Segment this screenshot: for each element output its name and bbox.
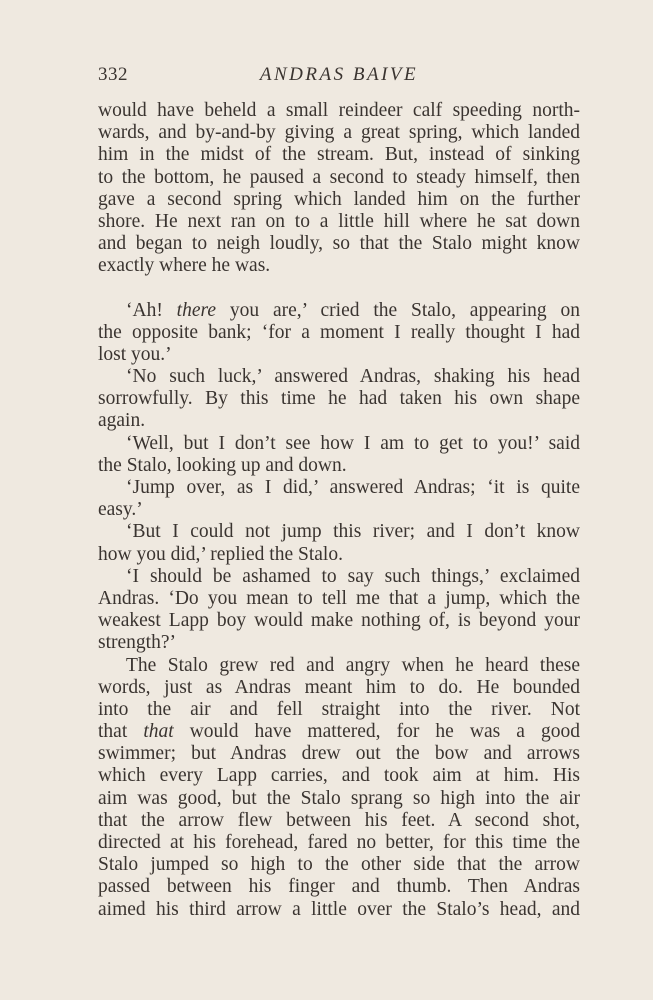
- text-line: into the air and fell straight into the river. Not: [98, 698, 580, 720]
- paragraph: [98, 300, 580, 367]
- text-line: exactly where he was.: [98, 255, 271, 277]
- italic-word: that: [143, 721, 174, 743]
- text-line: and began to neigh loudly, so that the Stalo might know: [98, 233, 580, 255]
- text-line: which every Lapp carries, and took aim at him. His: [98, 765, 580, 787]
- text-line: wards, and by-and-by giving a great spring, which landed: [98, 122, 580, 144]
- text-line: weakest Lapp boy would make nothing of, is beyond your: [98, 610, 580, 632]
- paragraph: [98, 477, 580, 521]
- text-line: how you did,’ replied the Stalo.: [98, 543, 343, 565]
- paragraph: [98, 566, 580, 655]
- text-line: words, just as Andras meant him to do. He bounded: [98, 676, 580, 698]
- text-line: directed at his forehead, fared no better, for this time the: [98, 832, 580, 853]
- text-line: strength?’: [98, 632, 176, 654]
- text-line: that the arrow flew between his feet. A second shot,: [98, 809, 580, 831]
- running-head: ANDRAS BAIVE: [259, 64, 419, 85]
- text-line: that that would have mattered, for he was a good: [98, 721, 580, 743]
- text-line: lost you.’: [98, 343, 172, 365]
- page-number: 332: [98, 64, 128, 85]
- text-line: swimmer; but Andras drew out the bow and arrows: [98, 743, 580, 765]
- paragraph: [98, 366, 580, 433]
- text-line: aim was good, but the Stalo sprang so high into the air: [98, 787, 580, 809]
- text-line: ‘Well, but I don’t see how I am to get to you!’ said: [126, 432, 580, 454]
- paragraph-gap: [98, 278, 580, 300]
- paragraph: [98, 100, 580, 278]
- text-line: ‘But I could not jump this river; and I don’t know: [126, 521, 580, 543]
- text-line: aimed his third arrow a little over the Stalo’s head, and: [98, 898, 580, 920]
- text-line: him in the midst of the stream. But, instead of sinking: [98, 144, 580, 166]
- text-line: the Stalo, looking up and down.: [98, 454, 347, 476]
- text-line: The Stalo grew red and angry when he heard these: [126, 654, 580, 676]
- text-line: gave a second spring which landed him on the further: [98, 188, 580, 210]
- text-line: ‘No such luck,’ answered Andras, shaking his head: [126, 366, 580, 388]
- text-line: passed between his finger and thumb. Then Andras: [98, 876, 580, 898]
- text-line: sorrowfully. By this time he had taken his own shape: [98, 388, 580, 410]
- page-header: [98, 64, 580, 90]
- text-line: again.: [98, 410, 146, 432]
- text-line: the opposite bank; ‘for a moment I really thought I had: [98, 321, 580, 343]
- paragraph: [98, 521, 580, 565]
- paragraph: [98, 655, 580, 921]
- italic-word: there: [176, 299, 217, 321]
- text-line: Stalo jumped so high to the other side that the arrow: [98, 854, 580, 876]
- text-line: would have beheld a small reindeer calf speeding north-: [98, 100, 580, 121]
- text-line: easy.’: [98, 499, 143, 521]
- text-line: to the bottom, he paused a second to steady himself, then: [98, 166, 580, 188]
- text-line: ‘Jump over, as I did,’ answered Andras; ‘it is quite: [126, 477, 580, 498]
- text-line: ‘Ah! there you are,’ cried the Stalo, appearing on: [126, 299, 580, 321]
- text-line: Andras. ‘Do you mean to tell me that a jump, which the: [98, 587, 580, 609]
- body-text: [98, 100, 580, 921]
- text-line: shore. He next ran on to a little hill where he sat down: [98, 210, 580, 232]
- text-line: ‘I should be ashamed to say such things,’ exclaimed: [126, 565, 580, 587]
- paragraph: [98, 433, 580, 477]
